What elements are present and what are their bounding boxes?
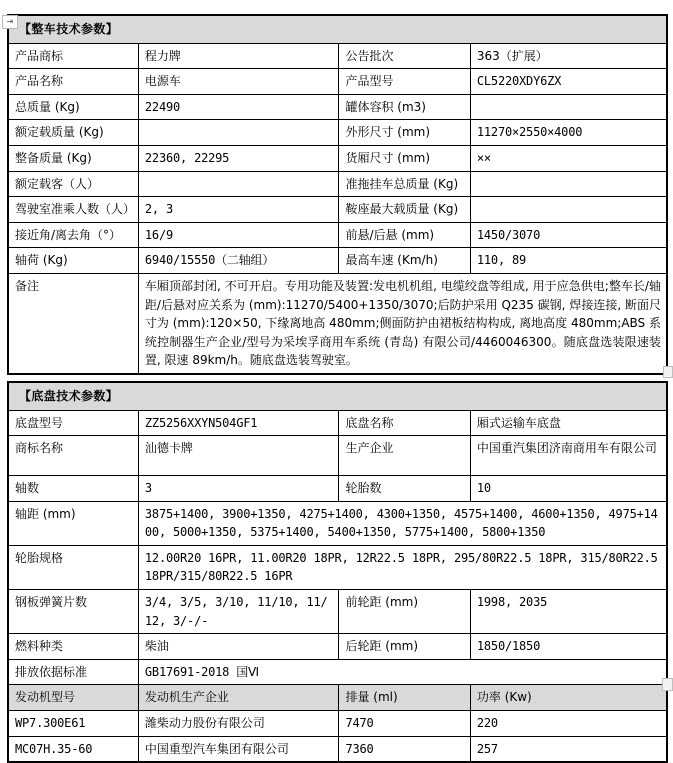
row-value-max-speed: 110, 89 [470, 248, 667, 274]
row-label-overall-dimensions: 外形尺寸 (mm) [339, 120, 470, 146]
row-value-curb-mass: 22360, 22295 [138, 145, 339, 171]
table-row [8, 197, 667, 223]
chassis-section-header-row [8, 382, 667, 410]
row-label-trailer-gross-mass: 准拖挂车总质量 (Kg) [339, 171, 470, 197]
row-value-front-rear-overhang: 1450/3070 [470, 222, 667, 248]
table-row [8, 171, 667, 197]
row-value-overall-dimensions: 11270×2550×4000 [470, 120, 667, 146]
row-value-product-brand: 程力牌 [138, 43, 339, 69]
engine-displacement-2: 7360 [339, 736, 470, 762]
row-value-tire-spec: 12.00R20 16PR, 11.00R20 18PR, 12R22.5 18PR, 295/80R22.5 18PR, 315/80R22.5 18PR/315/80R22.5 16PR [138, 545, 667, 589]
table-row-wheelbase [8, 501, 667, 545]
vehicle-section-header-row [8, 15, 667, 43]
engine-col-header-model: 发动机型号 [8, 685, 138, 711]
table-row [8, 222, 667, 248]
row-value-chassis-name: 厢式运输车底盘 [470, 410, 667, 436]
row-value-remarks: 车厢顶部封闭, 不可开启。专用功能及装置:发电机机组, 电缆绞盘等组成, 用于应急供电;整车长/轴距/后悬对应关系为 (mm):11270/5400+1350/3070;后防护采用 Q235 碳钢, 焊接连接, 断面尺寸为 (mm):120×50, 下缘离地高 480mm;侧面防护由裙板结构构成, 离地高度 480mm;ABS 系统控制器生产企业/型号为采埃孚商用车系统 (青岛) 有限公司/4460046300。随底盘选装限速装置, 限速 89km/h。随底盘选装驾驶室。 [138, 273, 667, 373]
row-label-rated-passengers: 额定载客（人） [8, 171, 138, 197]
row-value-rated-load [138, 120, 339, 146]
table-row [8, 410, 667, 436]
row-label-product-name: 产品名称 [8, 69, 138, 95]
row-value-wheelbase: 3875+1400, 3900+1350, 4275+1400, 4300+1350, 4575+1400, 4600+1350, 4975+1400, 5000+1350, 5375+1400, 5400+1350, 5775+1400, 5800+1350 [138, 501, 667, 545]
engine-model-2: MC07H.35-60 [8, 736, 138, 762]
row-label-curb-mass: 整备质量 (Kg) [8, 145, 138, 171]
row-label-cab-seating: 驾驶室准乘人数（人） [8, 197, 138, 223]
row-label-leaf-spring-count: 钢板弹簧片数 [8, 590, 138, 634]
row-value-trailer-gross-mass [470, 171, 667, 197]
row-label-axle-count: 轴数 [8, 476, 138, 502]
row-value-axle-count: 3 [138, 476, 339, 502]
row-label-remarks: 备注 [8, 273, 138, 373]
row-label-rear-track: 后轮距 (mm) [339, 634, 470, 660]
table-row-tire-spec [8, 545, 667, 589]
row-label-gross-mass: 总质量 (Kg) [8, 94, 138, 120]
row-value-front-track: 1998, 2035 [470, 590, 667, 634]
row-label-max-speed: 最高车速 (Km/h) [339, 248, 470, 274]
row-label-front-track: 前轮距 (mm) [339, 590, 470, 634]
scroll-stub-lower[interactable] [662, 678, 673, 691]
row-value-approach-departure-angle: 16/9 [138, 222, 339, 248]
engine-col-header-displacement: 排量 (ml) [339, 685, 470, 711]
row-value-brand-name: 汕德卡牌 [138, 436, 339, 476]
row-label-product-brand: 产品商标 [8, 43, 138, 69]
row-value-announcement-batch: 363（扩展） [470, 43, 667, 69]
row-label-tire-spec: 轮胎规格 [8, 545, 138, 589]
table-row [8, 476, 667, 502]
row-label-axle-load: 轴荷 (Kg) [8, 248, 138, 274]
engine-maker-2: 中国重型汽车集团有限公司 [138, 736, 339, 762]
engine-power-2: 257 [470, 736, 667, 762]
table-row [8, 120, 667, 146]
engine-power-1: 220 [470, 711, 667, 737]
row-label-cargo-box-dimensions: 货厢尺寸 (mm) [339, 145, 470, 171]
table-row [8, 590, 667, 634]
chassis-section-title: 【底盘技术参数】 [8, 382, 667, 410]
row-value-gross-mass: 22490 [138, 94, 339, 120]
row-label-fuel-type: 燃料种类 [8, 634, 138, 660]
spec-page [0, 14, 673, 756]
row-label-saddle-max-load: 鞍座最大载质量 (Kg) [339, 197, 470, 223]
row-value-rear-track: 1850/1850 [470, 634, 667, 660]
engine-col-header-maker: 发动机生产企业 [138, 685, 339, 711]
row-value-emission-standard: GB17691-2018 国Ⅵ [138, 659, 667, 685]
row-value-rated-passengers [138, 171, 339, 197]
row-value-manufacturer: 中国重汽集团济南商用车有限公司 [470, 436, 667, 476]
engine-header-row [8, 685, 667, 711]
row-label-manufacturer: 生产企业 [339, 436, 470, 476]
row-value-product-name: 电源车 [138, 69, 339, 95]
table-row [8, 43, 667, 69]
row-label-tank-volume: 罐体容积 (m3) [339, 94, 470, 120]
table-row [8, 94, 667, 120]
corner-marker-icon: ⇥ [2, 15, 18, 29]
row-value-tank-volume [470, 94, 667, 120]
vehicle-section-title: 【整车技术参数】 [8, 15, 667, 43]
engine-model-1: WP7.300E61 [8, 711, 138, 737]
engine-displacement-1: 7470 [339, 711, 470, 737]
row-label-emission-standard: 排放依据标准 [8, 659, 138, 685]
vehicle-spec-table [7, 14, 668, 375]
row-label-chassis-model: 底盘型号 [8, 410, 138, 436]
engine-col-header-power: 功率 (Kw) [470, 685, 667, 711]
engine-row [8, 711, 667, 737]
row-label-wheelbase: 轴距 (mm) [8, 501, 138, 545]
row-label-chassis-name: 底盘名称 [339, 410, 470, 436]
table-row [8, 145, 667, 171]
row-label-tire-count: 轮胎数 [339, 476, 470, 502]
table-row [8, 69, 667, 95]
row-value-product-model: CL5220XDY6ZX [470, 69, 667, 95]
row-value-tire-count: 10 [470, 476, 667, 502]
row-value-leaf-spring-count: 3/4, 3/5, 3/10, 11/10, 11/12, 3/-/- [138, 590, 339, 634]
row-label-product-model: 产品型号 [339, 69, 470, 95]
row-label-front-rear-overhang: 前悬/后悬 (mm) [339, 222, 470, 248]
engine-row [8, 736, 667, 762]
table-row [8, 248, 667, 274]
table-row-remarks [8, 273, 667, 373]
row-value-axle-load: 6940/15550（二轴组） [138, 248, 339, 274]
scroll-stub-upper[interactable] [663, 366, 673, 378]
table-row-emission [8, 659, 667, 685]
row-value-fuel-type: 柴油 [138, 634, 339, 660]
row-value-cargo-box-dimensions: ×× [470, 145, 667, 171]
row-value-saddle-max-load [470, 197, 667, 223]
chassis-spec-table [7, 381, 668, 763]
row-label-rated-load: 额定载质量 (Kg) [8, 120, 138, 146]
row-value-cab-seating: 2, 3 [138, 197, 339, 223]
row-value-chassis-model: ZZ5256XXYN504GF1 [138, 410, 339, 436]
table-row [8, 436, 667, 476]
row-label-announcement-batch: 公告批次 [339, 43, 470, 69]
row-label-brand-name: 商标名称 [8, 436, 138, 476]
engine-maker-1: 潍柴动力股份有限公司 [138, 711, 339, 737]
row-label-approach-departure-angle: 接近角/离去角（°） [8, 222, 138, 248]
table-row [8, 634, 667, 660]
